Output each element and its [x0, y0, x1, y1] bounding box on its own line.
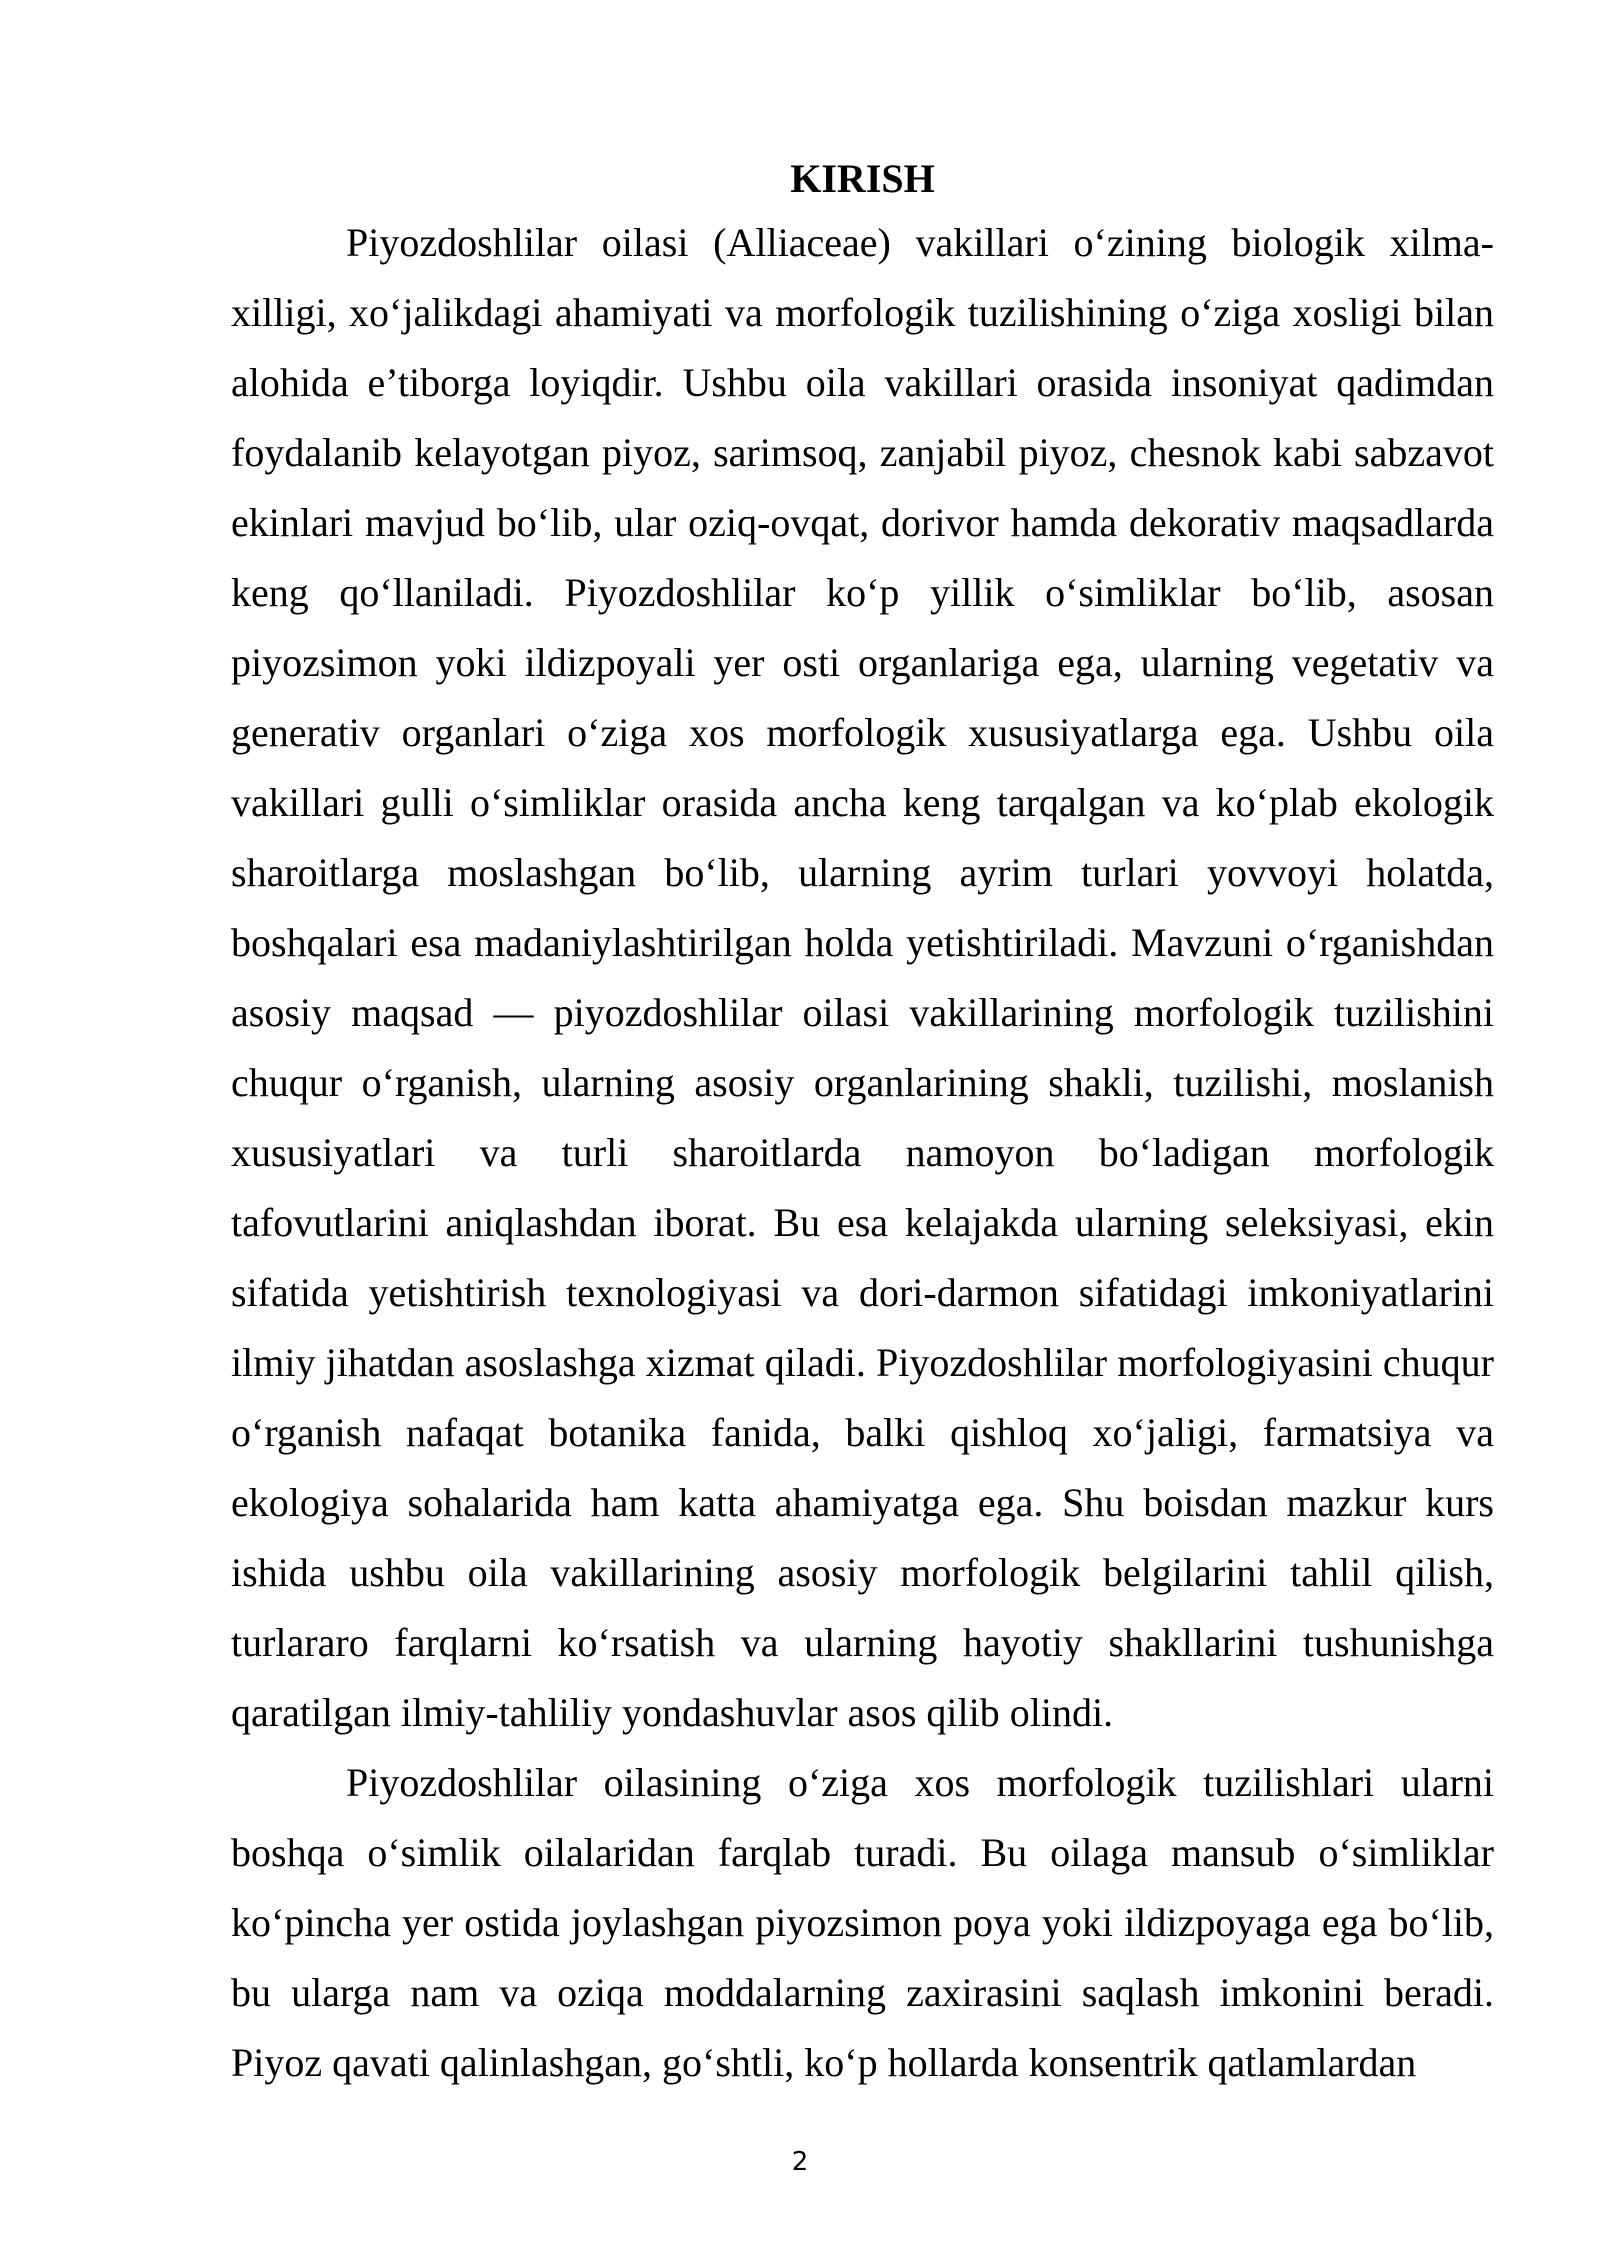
section-title: KIRISH	[790, 156, 935, 201]
body-paragraph-2: Piyozdoshlilar oilasining o‘ziga xos morfologik tuzilishlari ularni boshqa o‘simlik oilalaridan farqlab turadi. Bu oilaga mansub o‘simliklar ko‘pincha yer ostida joylashgan piyozsimon poya yoki ildizpoyaga ega bo‘lib, bu ularga nam va oziqa moddalarning zaxirasini saqlash imkonini beradi. Piyoz qavati qalinlashgan, go‘shtli, ko‘p hollarda konsentrik qatlamlardan	[231, 1760, 1494, 2085]
body-paragraph-1: Piyozdoshlilar oilasi (Alliaceae) vakillari o‘zining biologik xilma-xilligi, xo‘jalikdagi ahamiyati va morfologik tuzilishining o‘ziga xosligi bilan alohida e’tiborga loyiqdir. Ushbu oila vakillari orasida insoniyat qadimdan foydalanib kelayotgan piyoz, sarimsoq, zanjabil piyoz, chesnok kabi sabzavot ekinlari mavjud bo‘lib, ular oziq-ovqat, dorivor hamda dekorativ maqsadlarda keng qo‘llaniladi. Piyozdoshlilar ko‘p yillik o‘simliklar bo‘lib, asosan piyozsimon yoki ildizpoyali yer osti organlariga ega, ularning vegetativ va generativ organlari o‘ziga xos morfologik xususiyatlarga ega. Ushbu oila vakillari gulli o‘simliklar orasida ancha keng tarqalgan va ko‘plab ekologik sharoitlarga moslashgan bo‘lib, ularning ayrim turlari yovvoyi holatda, boshqalari esa madaniylashtirilgan holda yetishtiriladi. Mavzuni o‘rganishdan asosiy maqsad — piyozdoshlilar oilasi vakillarining morfologik tuzilishini chuqur o‘rganish, ularning asosiy organlarining shakli, tuzilishi, moslanish xususiyatlari va turli sharoitlarda namoyon bo‘ladigan morfologik tafovutlarini aniqlashdan iborat. Bu esa kelajakda ularning seleksiyasi, ekin sifatida yetishtirish texnologiyasi va dori-darmon sifatidagi imkoniyatlarini ilmiy jihatdan asoslashga xizmat qiladi. Piyozdoshlilar morfologiyasini chuqur o‘rganish nafaqat botanika fanida, balki qishloq xo‘jaligi, farmatsiya va ekologiya sohalarida ham katta ahamiyatga ega. Shu boisdan mazkur kurs ishida ushbu oila vakillarining asosiy morfologik belgilarini tahlil qilish, turlararo farqlarni ko‘rsatish va ularning hayotiy shakllarini tushunishga qaratilgan ilmiy-tahliliy yondashuvlar asos qilib olindi.	[231, 220, 1494, 1735]
page-content	[231, 150, 1494, 2098]
page-number: 2	[791, 2147, 809, 2177]
